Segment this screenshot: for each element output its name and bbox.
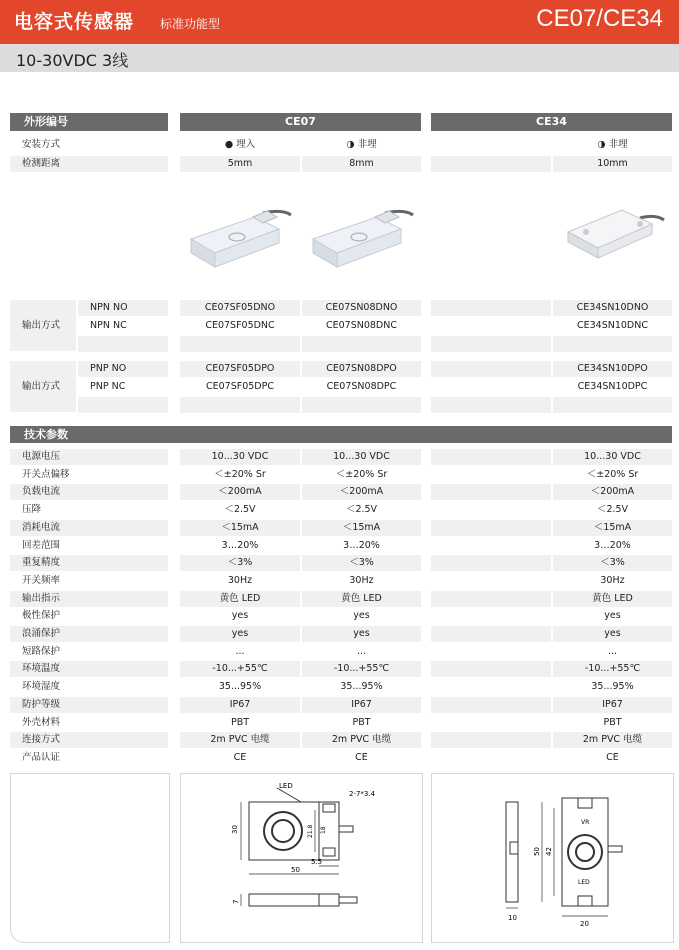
tech-value-ce34: ＜3% <box>553 555 672 571</box>
tech-value-ce34-empty <box>431 449 551 465</box>
mounting-nonflush-ce07: ◑ 非埋 <box>302 137 421 153</box>
tech-row-label: 电源电压 <box>10 449 168 465</box>
tech-value-ce07-flush: ＜200mA <box>180 484 300 500</box>
tech-value-ce07-flush: 黄色 LED <box>180 591 300 607</box>
tech-value-ce34: yes <box>553 608 672 624</box>
tech-value-ce07-nonflush: 35...95% <box>302 679 421 695</box>
tech-row-label: 极性保护 <box>10 608 168 624</box>
pnp-no-type: PNP NO <box>78 361 168 377</box>
tech-value-ce34: 10...30 VDC <box>553 449 672 465</box>
pnp-no-ce34-empty <box>431 361 551 377</box>
tech-value-ce07-nonflush: 3…20% <box>302 538 421 554</box>
tech-row-label: 消耗电流 <box>10 520 168 536</box>
npn-spacer <box>180 336 300 352</box>
tech-value-ce07-flush: 30Hz <box>180 573 300 589</box>
tech-value-ce07-flush: ... <box>180 644 300 660</box>
ce34-dim-42: 42 <box>545 847 553 856</box>
tech-value-ce07-nonflush: 黄色 LED <box>302 591 421 607</box>
npn-nc-type: NPN NC <box>78 318 168 334</box>
tech-value-ce34-empty <box>431 644 551 660</box>
tech-value-ce07-nonflush: yes <box>302 626 421 642</box>
npn-spacer <box>302 336 421 352</box>
distance-ce07-nonflush: 8mm <box>302 156 421 172</box>
tech-value-ce07-flush: yes <box>180 608 300 624</box>
pnp-no-ce07-nonflush: CE07SN08DPO <box>302 361 421 377</box>
tech-value-ce07-nonflush: IP67 <box>302 697 421 713</box>
tech-row-label: 负载电流 <box>10 484 168 500</box>
tech-value-ce07-nonflush: ＜3% <box>302 555 421 571</box>
distance-label: 检测距离 <box>10 156 168 172</box>
ce07-hole-label: 2-7*3.4 <box>349 790 376 798</box>
ce34-dim-10: 10 <box>508 914 517 922</box>
ce07-drawing-panel <box>180 773 423 943</box>
voltage-text: 10-30VDC 3线 <box>16 51 129 70</box>
tech-value-ce34: ＜15mA <box>553 520 672 536</box>
tech-value-ce34-empty <box>431 538 551 554</box>
npn-no-ce34-empty <box>431 300 551 316</box>
tech-row-label: 环境湿度 <box>10 679 168 695</box>
distance-ce34-empty <box>431 156 551 172</box>
pnp-spacer <box>78 397 168 413</box>
tech-value-ce34-empty <box>431 591 551 607</box>
ce07-dim-30: 30 <box>231 825 239 834</box>
npn-no-ce07-flush: CE07SF05DNO <box>180 300 300 316</box>
pnp-spacer <box>180 397 300 413</box>
tech-value-ce07-nonflush: ... <box>302 644 421 660</box>
ce34-dimension-drawing <box>432 774 673 942</box>
tech-value-ce07-nonflush: -10...+55℃ <box>302 661 421 677</box>
tech-value-ce07-nonflush: 2m PVC 电缆 <box>302 732 421 748</box>
tech-row-label: 重复精度 <box>10 555 168 571</box>
tech-value-ce34: 黄色 LED <box>553 591 672 607</box>
tech-value-ce34: IP67 <box>553 697 672 713</box>
tech-value-ce07-flush: 2m PVC 电缆 <box>180 732 300 748</box>
tech-value-ce07-nonflush: ＜±20% Sr <box>302 467 421 483</box>
ce07-led-label: LED <box>279 782 293 790</box>
tech-value-ce34-empty <box>431 697 551 713</box>
tech-value-ce07-nonflush: 30Hz <box>302 573 421 589</box>
pnp-nc-ce34: CE34SN10DPC <box>553 379 672 395</box>
page-header <box>0 0 679 44</box>
tech-value-ce07-nonflush: CE <box>302 750 421 766</box>
ce34-product-image <box>560 196 670 274</box>
tech-value-ce34: ... <box>553 644 672 660</box>
shape-code-label: 外形编号 <box>10 113 168 131</box>
tech-row-label: 输出指示 <box>10 591 168 607</box>
tech-value-ce34: 2m PVC 电缆 <box>553 732 672 748</box>
pnp-nc-ce07-nonflush: CE07SN08DPC <box>302 379 421 395</box>
npn-nc-ce07-flush: CE07SF05DNC <box>180 318 300 334</box>
tech-row-label: 压降 <box>10 502 168 518</box>
pnp-nc-ce07-flush: CE07SF05DPC <box>180 379 300 395</box>
tech-row-label: 短路保护 <box>10 644 168 660</box>
tech-value-ce07-flush: ＜±20% Sr <box>180 467 300 483</box>
ce34-led-label: LED <box>578 879 590 886</box>
pnp-spacer <box>553 397 672 413</box>
tech-value-ce34-empty <box>431 732 551 748</box>
mounting-flush: ● 埋入 <box>180 137 300 153</box>
ce07-dim-21: 21.8 <box>307 824 314 838</box>
tech-value-ce34: PBT <box>553 715 672 731</box>
tech-value-ce34: yes <box>553 626 672 642</box>
ce07-dim-50: 50 <box>291 866 300 874</box>
ce07-dim-7: 7 <box>232 899 240 904</box>
ce34-dim-50: 50 <box>533 847 541 856</box>
tech-row-label: 回差范围 <box>10 538 168 554</box>
tech-value-ce34: 35...95% <box>553 679 672 695</box>
ce34-dim-20: 20 <box>580 920 589 928</box>
tech-value-ce34: CE <box>553 750 672 766</box>
pnp-no-ce07-flush: CE07SF05DPO <box>180 361 300 377</box>
tech-value-ce07-flush: CE <box>180 750 300 766</box>
npn-output-label: 输出方式 <box>10 300 76 351</box>
npn-spacer <box>553 336 672 352</box>
tech-value-ce07-nonflush: 10...30 VDC <box>302 449 421 465</box>
tech-value-ce07-flush: PBT <box>180 715 300 731</box>
tech-value-ce34: ＜±20% Sr <box>553 467 672 483</box>
tech-row-label: 开关点偏移 <box>10 467 168 483</box>
tech-value-ce34-empty <box>431 502 551 518</box>
ce07-flush-product-image <box>183 195 295 277</box>
tech-value-ce07-flush: -10...+55℃ <box>180 661 300 677</box>
npn-nc-ce34: CE34SN10DNC <box>553 318 672 334</box>
distance-ce07-flush: 5mm <box>180 156 300 172</box>
tech-value-ce07-flush: ＜2.5V <box>180 502 300 518</box>
npn-no-ce07-nonflush: CE07SN08DNO <box>302 300 421 316</box>
ce34-vr-label: VR <box>581 819 590 826</box>
tech-row-label: 连接方式 <box>10 732 168 748</box>
npn-no-type: NPN NO <box>78 300 168 316</box>
tech-value-ce34-empty <box>431 679 551 695</box>
tech-value-ce07-flush: IP67 <box>180 697 300 713</box>
tech-value-ce34: ＜2.5V <box>553 502 672 518</box>
page-subtitle: 标准功能型 <box>160 17 221 31</box>
ce34-drawing-panel <box>431 773 674 943</box>
pnp-spacer <box>302 397 421 413</box>
tech-value-ce34: 3…20% <box>553 538 672 554</box>
tech-value-ce07-flush: 3…20% <box>180 538 300 554</box>
voltage-bar <box>0 44 679 72</box>
tech-value-ce07-nonflush: ＜2.5V <box>302 502 421 518</box>
tech-value-ce34-empty <box>431 467 551 483</box>
pnp-nc-type: PNP NC <box>78 379 168 395</box>
tech-value-ce34-empty <box>431 626 551 642</box>
tech-value-ce34-empty <box>431 484 551 500</box>
tech-value-ce34-empty <box>431 608 551 624</box>
ce07-dim-5-5: 5.5 <box>311 858 323 866</box>
npn-no-ce34: CE34SN10DNO <box>553 300 672 316</box>
tech-value-ce07-nonflush: ＜200mA <box>302 484 421 500</box>
tech-value-ce34-empty <box>431 715 551 731</box>
tech-value-ce34: ＜200mA <box>553 484 672 500</box>
ce07-dim-18: 18 <box>320 826 327 834</box>
tech-value-ce07-flush: ＜3% <box>180 555 300 571</box>
npn-spacer <box>431 336 551 352</box>
col-ce34-header: CE34 <box>431 113 672 131</box>
tech-value-ce07-flush: 10...30 VDC <box>180 449 300 465</box>
npn-nc-ce07-nonflush: CE07SN08DNC <box>302 318 421 334</box>
tech-value-ce34-empty <box>431 750 551 766</box>
distance-ce34: 10mm <box>553 156 672 172</box>
tech-value-ce34-empty <box>431 661 551 677</box>
tech-row-label: 开关频率 <box>10 573 168 589</box>
tech-params-header: 技术参数 <box>10 426 672 443</box>
mounting-label: 安装方式 <box>10 137 168 153</box>
mounting-ce34-empty <box>431 137 551 153</box>
tech-value-ce07-nonflush: yes <box>302 608 421 624</box>
tech-row-label: 浪涌保护 <box>10 626 168 642</box>
pnp-no-ce34: CE34SN10DPO <box>553 361 672 377</box>
tech-row-label: 产品认证 <box>10 750 168 766</box>
tech-value-ce34-empty <box>431 573 551 589</box>
pnp-output-label: 输出方式 <box>10 361 76 412</box>
tech-row-label: 环境温度 <box>10 661 168 677</box>
tech-value-ce07-flush: 35...95% <box>180 679 300 695</box>
tech-value-ce07-nonflush: PBT <box>302 715 421 731</box>
tech-value-ce07-flush: yes <box>180 626 300 642</box>
page-title: 电容式传感器 <box>14 11 135 33</box>
model-title: CE07/CE34 <box>536 5 663 32</box>
tech-row-label: 外壳材料 <box>10 715 168 731</box>
tech-value-ce07-nonflush: ＜15mA <box>302 520 421 536</box>
tech-value-ce34-empty <box>431 520 551 536</box>
ce07-dimension-drawing <box>181 774 422 942</box>
mounting-nonflush-ce34: ◑ 非埋 <box>553 137 672 153</box>
col-ce07-header: CE07 <box>180 113 421 131</box>
blank-drawing-panel <box>10 773 170 943</box>
npn-spacer <box>78 336 168 352</box>
tech-row-label: 防护等级 <box>10 697 168 713</box>
pnp-spacer <box>431 397 551 413</box>
tech-value-ce34-empty <box>431 555 551 571</box>
tech-value-ce34: 30Hz <box>553 573 672 589</box>
ce07-nonflush-product-image <box>305 195 417 277</box>
tech-value-ce34: -10...+55℃ <box>553 661 672 677</box>
tech-value-ce07-flush: ＜15mA <box>180 520 300 536</box>
